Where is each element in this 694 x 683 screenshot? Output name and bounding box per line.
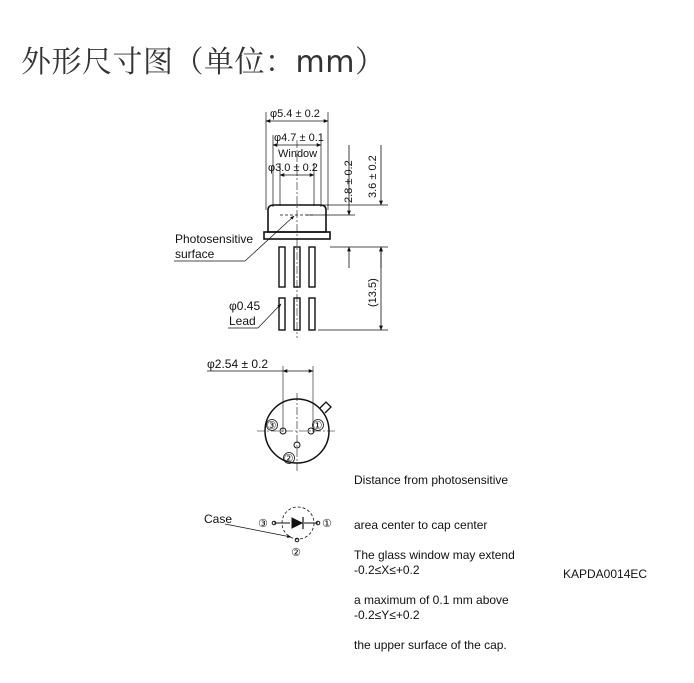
window-height-dimension: 2.8 ± 0.2 — [343, 160, 355, 203]
side-view — [174, 112, 388, 338]
distance-note-line: area center to cap center — [354, 518, 488, 532]
glass-note-line: the upper surface of the cap. — [354, 638, 507, 652]
glass-window-note — [354, 518, 515, 683]
schematic-pin3-label: ③ — [258, 518, 268, 530]
window-inner-dimension: φ3.0 ± 0.2 — [268, 162, 318, 174]
lead-length-dimension: (13.5) — [367, 278, 379, 307]
distance-note-line: -0.2≤X≤+0.2 — [354, 563, 420, 577]
bottom-pin2-label: ② — [283, 453, 294, 465]
bottom-pin3-label: ③ — [266, 420, 277, 432]
schematic-pin2-label: ② — [291, 547, 301, 559]
page-title: 外形尺寸图（单位：mm） — [21, 45, 386, 80]
cap-height-dimension: 3.6 ± 0.2 — [367, 155, 379, 198]
circuit-symbol — [225, 507, 320, 542]
glass-note-line: a maximum of 0.1 mm above — [354, 593, 509, 607]
distance-note-line: -0.2≤Y≤+0.2 — [354, 608, 420, 622]
lead-diameter-dimension: φ0.45 — [229, 299, 261, 313]
distance-note-line: Distance from photosensitive — [354, 473, 509, 487]
lead-label: Lead — [229, 314, 256, 328]
cap-diameter-dimension: φ5.4 ± 0.2 — [270, 108, 320, 120]
bottom-view — [207, 366, 337, 471]
photosensitive-label-line1: Photosensitive — [175, 232, 254, 246]
glass-note-line: The glass window may extend — [354, 548, 515, 562]
window-label: Window — [278, 148, 318, 160]
photosensitive-label-line2: surface — [175, 247, 215, 261]
bottom-pin1-label: ① — [312, 420, 323, 432]
pin-circle-dimension: φ2.54 ± 0.2 — [207, 357, 269, 371]
case-label: Case — [204, 512, 233, 526]
schematic-pin1-label: ① — [322, 518, 332, 530]
drawing-code: KAPDA0014EC — [563, 567, 648, 581]
window-outer-dimension: φ4.7 ± 0.1 — [274, 132, 324, 144]
